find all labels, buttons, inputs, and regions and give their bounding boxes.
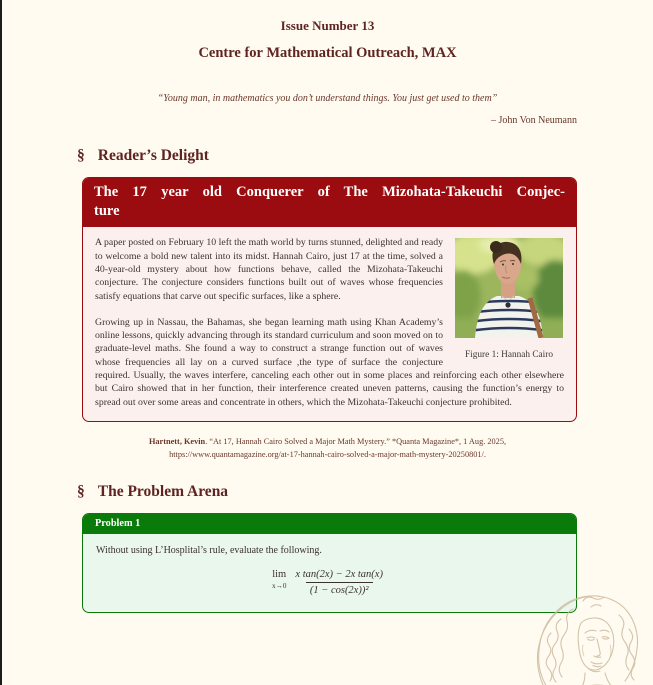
epigraph-quote: “Young man, in mathematics you don’t understand things. You just get used to them” — [157, 93, 498, 104]
figure-caption: Figure 1: Hannah Cairo — [464, 350, 554, 361]
section-heading-problem-arena — [77, 483, 653, 501]
article-paragraph-2: Growing up in Nassau, the Bahamas, she began learning math using Khan Academy’s online lessons, quickly advancing through its standard curriculum and soon moved on to graduate-level maths. She found a way to construct a strange function out of waves whose frequencies all lay on a curved surface ,the type of surface the conjecture required. Usually, the waves interfere, canceling each other out in some places and reinforcing each other elsewhere but Cairo showed that in her function, their interference created uneven patterns, causing the function’s energy to spread out over some areas and concentrate in others, which the Mizohata-Takeuchi conjecture prohibited. — [95, 316, 564, 408]
figure-hannah-cairo — [454, 238, 564, 362]
article-body — [83, 227, 576, 421]
section-mark-icon: § — [77, 147, 85, 164]
article-title-line2: ture — [94, 203, 120, 220]
article-title-line1: The 17 year old Conquerer of The Mizohata-Takeuchi Conjec- — [94, 184, 565, 200]
problem-prompt: Without using L’Hosplital’s rule, evaluate the following. — [96, 544, 322, 556]
hannah-cairo-photo — [455, 238, 563, 338]
article-header — [83, 178, 576, 227]
citation-author: Hartnett, Kevin — [148, 437, 206, 446]
section-label: The Problem Arena — [97, 482, 229, 500]
epigraph-attribution: – John Von Neumann — [490, 115, 577, 126]
masthead — [2, 0, 653, 126]
section-mark-icon: § — [77, 482, 85, 500]
article-paragraph-1: A paper posted on February 10 left the math world by turns stunned, delighted and ready to welcome a bold new talent into its midst. Hannah Cairo, just 17 at the time, solved a 40-year-old mystery about how functions behave, called the Mizohata-Takeuchi conjecture. The conjecture considers functions built out of waves whose frequencies satisfy equations that carve out specific surfaces, like a sphere. — [95, 237, 443, 302]
section-label: Reader’s Delight — [97, 147, 209, 164]
org-title: Centre for Mathematical Outreach, MAX — [198, 45, 457, 61]
section-heading-readers-delight — [77, 147, 653, 165]
issue-number: Issue Number 13 — [280, 18, 375, 33]
problem-header: Problem 1 — [83, 514, 576, 534]
problem-body — [83, 534, 576, 612]
problem-formula — [96, 568, 563, 597]
limit-operator: lim x→0 — [272, 569, 287, 590]
fraction — [291, 568, 387, 597]
fraction-denominator: (1 − cos(2x))² — [306, 582, 373, 597]
problem-box — [82, 513, 577, 613]
citation-url[interactable]: https://www.quantamagazine.org/at-17-hannah-cairo-solved-a-major-math-mystery-20250801/. — [169, 449, 486, 459]
citation — [94, 436, 562, 462]
article-box — [82, 177, 577, 422]
fraction-numerator: x tan(2x) − 2x tan(x) — [295, 568, 383, 580]
citation-text: . “At 17, Hannah Cairo Solved a Major Math Mystery.” *Quanta Magazine*, 1 Aug. 2025, — [205, 437, 507, 446]
limit-subscript: x→0 — [272, 581, 287, 590]
